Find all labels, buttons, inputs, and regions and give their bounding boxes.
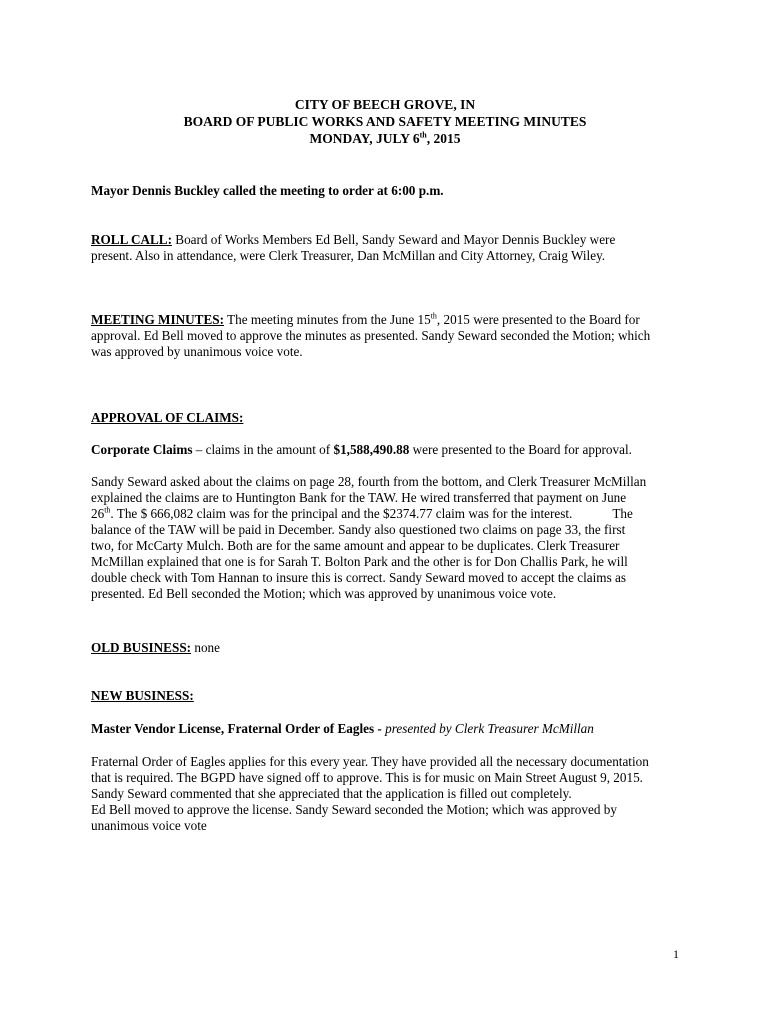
- header-date: MONDAY, JULY 6th, 2015: [309, 130, 461, 146]
- new-business-item-title: Master Vendor License, Fraternal Order of Eagles - presented by Clerk Treasurer McMillan: [91, 721, 594, 736]
- meeting-minutes-heading: MEETING MINUTES:: [91, 312, 224, 327]
- page-number: 1: [673, 947, 679, 961]
- approval-of-claims-heading: APPROVAL OF CLAIMS:: [91, 410, 244, 425]
- call-to-order: Mayor Dennis Buckley called the meeting to order at 6:00 p.m.: [91, 183, 444, 198]
- header-city: CITY OF BEECH GROVE, IN: [294, 97, 476, 112]
- document-header: [0, 96, 770, 147]
- claims-discussion-paragraph: Sandy Seward asked about the claims on page 28, fourth from the bottom, and Clerk Treasurer McMillan explained the claims are to Huntington Bank for the TAW. He wired transferred that payment on June 26th. The $ 666,082 claim was for the principal and the $2374.77 claim was for the interest. The balance of the TAW will be paid in December. Sandy also questioned two claims on page 33, the first two, for McCarty Mulch. Both are for the same amount and appear to be duplicates. Clerk Treasurer McMillan explained that one is for Sarah T. Bolton Park and the other is for Don Challis Park, he will double check with Tom Hannan to insure this is correct. Sandy Seward moved to accept the claims as presented. Ed Bell seconded the Motion; which was approved by unanimous voice vote.: [91, 474, 647, 601]
- new-business-heading: NEW BUSINESS:: [91, 688, 194, 703]
- corporate-claims-line: Corporate Claims – claims in the amount of $1,588,490.88 were presented to the Board for approval.: [91, 442, 632, 457]
- old-business-heading: OLD BUSINESS:: [91, 640, 192, 655]
- roll-call-heading: ROLL CALL:: [91, 232, 172, 247]
- new-business-paragraph: Fraternal Order of Eagles applies for this every year. They have provided all the necessary documentation that is required. The BGPD have signed off to approve. This is for music on Main Street August 9, 2015. Sandy Seward commented that she appreciated that the application is filled out completely. Ed Bell moved to approve the license. Sandy Seward seconded the Motion; which was approved by unanimous voice vote: [91, 754, 649, 833]
- meeting-minutes-section: MEETING MINUTES: The meeting minutes from the June 15th, 2015 were presented to the Board for approval. Ed Bell moved to approve the minutes as presented. Sandy Seward seconded the Motion; which was approved by unanimous voice vote.: [91, 311, 651, 359]
- roll-call-section: ROLL CALL: Board of Works Members Ed Bell, Sandy Seward and Mayor Dennis Buckley were present. Also in attendance, were Clerk Treasurer, Dan McMillan and City Attorney, Craig Wiley.: [91, 232, 616, 263]
- header-board: BOARD OF PUBLIC WORKS AND SAFETY MEETING MINUTES: [183, 114, 587, 129]
- old-business-section: OLD BUSINESS: none: [91, 640, 220, 655]
